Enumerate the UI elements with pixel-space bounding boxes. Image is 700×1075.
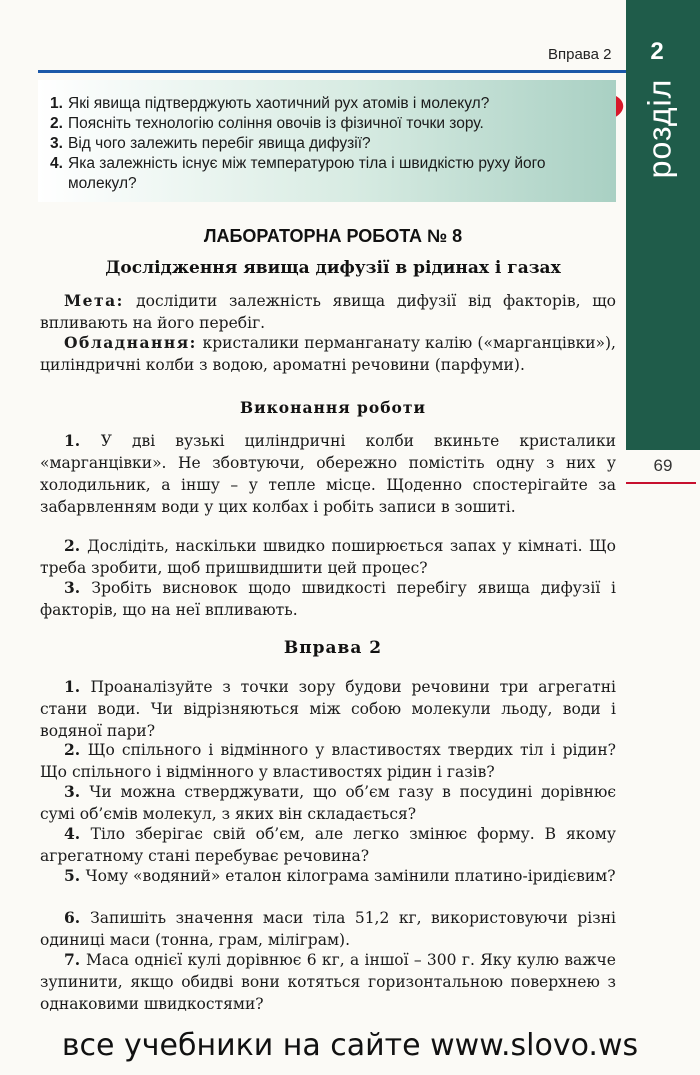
footer-banner: все учебники на сайте www.slovo.ws — [61, 1028, 639, 1063]
exercise-item: 1. Проаналізуйте з точки зору будови речовини три агрегатні стани води. Чи відрізняються між собою молекули льоду, води і водяної пари? — [40, 677, 616, 740]
question-item: 4. Яка залежність існує між температурою тіла і швидкістю руху його молекул? — [50, 155, 546, 192]
exercise-item: 4. Тіло зберігає свій об’єм, але легко змінює форму. В якому агрегатному стані перебуває речовина? — [40, 824, 616, 865]
exercise-title: Вправа 2 — [283, 638, 383, 658]
lab-equipment: Обладнання: кристалики перманганату калію («марганцівки»), циліндричні колби з водою, ароматні речовини (парфуми). — [40, 333, 616, 374]
exercise-item: 7. Маса однієї кулі дорівнює 6 кг, а іншої – 300 г. Яку кулю важче зупинити, якщо обидві вони котяться горизонтальною поверхнею з однаковими швидкостями? — [40, 950, 616, 1013]
exercise-item: 6. Запишіть значення маси тіла 51,2 кг, використовуючи різні одиниці маси (тонна, грам, міліграм). — [40, 908, 616, 949]
chapter-word: розділ — [641, 78, 678, 179]
exercise-item: 2. Що спільного і відмінного у властивостях твердих тіл і рідин? Що спільного і відмінного у властивостях рідин і газів? — [40, 740, 616, 781]
running-header: Вправа 2 — [548, 46, 612, 63]
questions-list — [50, 94, 570, 194]
lab-step: 3. Зробіть висновок щодо швидкості перебігу явища дифузії і факторів, що на неї впливають. — [40, 578, 616, 619]
lab-title: ЛАБОРАТОРНА РОБОТА № 8 — [203, 226, 463, 246]
exercise-item: 5. Чому «водяний» еталон кілограма замінили платино-іридієвим? — [64, 866, 616, 885]
page-number-rule — [626, 482, 696, 484]
chapter-sidebar — [626, 0, 700, 450]
question-item: 3. Від чого залежить перебіг явища дифузії? — [50, 135, 371, 152]
exercise-item: 3. Чи можна стверджувати, що об’єм газу в посудині дорівнює сумі об’ємів молекул, з яких він складається? — [40, 782, 616, 823]
question-item: 2. Поясніть технологію соління овочів із фізичної точки зору. — [50, 115, 484, 132]
lab-subtitle: Дослідження явища дифузії в рідинах і газах — [105, 258, 561, 278]
chapter-number: 2 — [650, 38, 664, 65]
lab-step: 2. Дослідіть, наскільки швидко поширюється запах у кімнаті. Що треба зробити, щоб пришвидшити цей процес? — [40, 536, 616, 577]
page-number: 69 — [653, 456, 673, 475]
question-item: 1. Які явища підтверджують хаотичний рух атомів і молекул? — [50, 95, 490, 112]
procedure-title: Виконання роботи — [239, 398, 426, 417]
lab-goal: Мета: дослідити залежність явища дифузії від факторів, що впливають на його перебіг. — [40, 291, 616, 332]
lab-step: 1. У дві вузькі циліндричні колби вкиньте кристалики «марганцівки». Не збовтуючи, обережно помістіть одну з них у холодильник, а іншу – у теплe місце. Щоденно спостерігайте за забарвленням води у цих колбах і робіть записи в зошиті. — [40, 431, 617, 516]
header-rule — [38, 70, 628, 73]
